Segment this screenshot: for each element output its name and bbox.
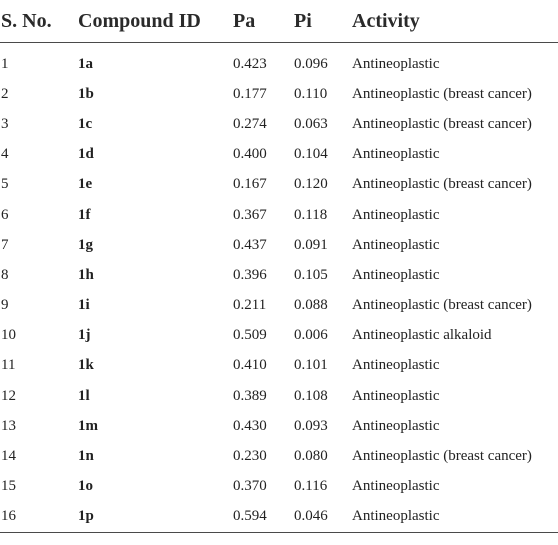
table-row <box>0 109 558 139</box>
cell-pa: 0.211 <box>233 297 267 314</box>
cell-activity: Antineoplastic <box>352 417 440 434</box>
cell-compound-id: 1j <box>78 327 91 344</box>
header-pi: Pi <box>294 0 352 43</box>
cell-pa: 0.437 <box>233 236 267 253</box>
cell-pa: 0.430 <box>233 417 267 434</box>
cell-sno: 2 <box>1 85 9 102</box>
cell-activity: Antineoplastic alkaloid <box>352 327 492 344</box>
cell-pi: 0.101 <box>294 357 328 374</box>
cell-activity: Antineoplastic <box>352 236 440 253</box>
cell-sno: 4 <box>1 146 9 163</box>
table-row <box>0 79 558 109</box>
cell-sno: 1 <box>1 55 9 72</box>
cell-pa: 0.370 <box>233 478 267 495</box>
cell-activity: Antineoplastic <box>352 266 440 283</box>
cell-pi: 0.120 <box>294 176 328 193</box>
cell-pa: 0.400 <box>233 146 267 163</box>
cell-activity: Antineoplastic <box>352 206 440 223</box>
cell-activity: Antineoplastic (breast cancer) <box>352 176 532 193</box>
cell-sno: 7 <box>1 236 9 253</box>
table-row <box>0 321 558 351</box>
table-row <box>0 140 558 170</box>
cell-compound-id: 1d <box>78 146 94 163</box>
table-row <box>0 230 558 260</box>
cell-sno: 5 <box>1 176 9 193</box>
cell-pi: 0.080 <box>294 448 328 465</box>
cell-sno: 11 <box>1 357 16 374</box>
table-row <box>0 43 558 80</box>
table-row <box>0 472 558 502</box>
header-activity: Activity <box>352 0 558 43</box>
table-header <box>0 0 558 43</box>
cell-compound-id: 1f <box>78 206 91 223</box>
cell-compound-id: 1b <box>78 85 94 102</box>
cell-sno: 3 <box>1 115 9 132</box>
cell-pi: 0.105 <box>294 266 328 283</box>
cell-pa: 0.423 <box>233 55 267 72</box>
cell-activity: Antineoplastic <box>352 55 440 72</box>
cell-sno: 9 <box>1 297 9 314</box>
cell-compound-id: 1p <box>78 502 233 533</box>
cell-compound-id: 1g <box>78 236 93 253</box>
cell-pi: 0.091 <box>294 236 328 253</box>
header-sno: S. No. <box>0 0 78 43</box>
cell-sno: 13 <box>1 417 16 434</box>
cell-pi: 0.110 <box>294 85 328 102</box>
cell-compound-id: 1e <box>78 176 93 193</box>
cell-activity: Antineoplastic <box>352 478 440 495</box>
cell-sno: 12 <box>1 387 16 404</box>
cell-activity: Antineoplastic (breast cancer) <box>352 115 532 132</box>
cell-sno: 6 <box>1 206 9 223</box>
cell-pa: 0.177 <box>233 85 267 102</box>
cell-sno: 16 <box>0 502 78 533</box>
cell-compound-id: 1o <box>78 478 93 495</box>
cell-pa: 0.389 <box>233 387 267 404</box>
cell-pa: 0.410 <box>233 357 267 374</box>
cell-sno: 15 <box>1 478 16 495</box>
cell-pi: 0.118 <box>294 206 328 223</box>
cell-pi: 0.108 <box>294 387 328 404</box>
cell-pa: 0.230 <box>233 448 267 465</box>
table-row <box>0 200 558 230</box>
table-row <box>0 260 558 290</box>
cell-compound-id: 1i <box>78 297 90 314</box>
table-row <box>0 502 558 533</box>
cell-pi: 0.063 <box>294 115 328 132</box>
header-pa: Pa <box>233 0 294 43</box>
table-row <box>0 291 558 321</box>
cell-sno: 10 <box>1 327 16 344</box>
cell-pi: 0.116 <box>294 478 328 495</box>
cell-activity: Antineoplastic <box>352 146 440 163</box>
cell-pa: 0.509 <box>233 327 267 344</box>
cell-pi: 0.096 <box>294 55 328 72</box>
cell-activity: Antineoplastic <box>352 502 558 533</box>
table-row <box>0 351 558 381</box>
cell-pa: 0.274 <box>233 115 267 132</box>
cell-pa: 0.167 <box>233 176 267 193</box>
cell-pi: 0.093 <box>294 417 328 434</box>
cell-pi: 0.006 <box>294 327 328 344</box>
cell-sno: 8 <box>1 266 9 283</box>
cell-pi: 0.046 <box>294 502 352 533</box>
cell-compound-id: 1n <box>78 448 94 465</box>
table-row <box>0 170 558 200</box>
cell-pi: 0.088 <box>294 297 328 314</box>
cell-pa: 0.594 <box>233 502 294 533</box>
cell-compound-id: 1h <box>78 266 94 283</box>
cell-compound-id: 1m <box>78 417 98 434</box>
cell-pi: 0.104 <box>294 146 328 163</box>
table-row <box>0 441 558 471</box>
cell-pa: 0.367 <box>233 206 267 223</box>
cell-activity: Antineoplastic <box>352 357 440 374</box>
cell-activity: Antineoplastic (breast cancer) <box>352 448 532 465</box>
table-body <box>0 43 558 533</box>
cell-pa: 0.396 <box>233 266 267 283</box>
cell-activity: Antineoplastic (breast cancer) <box>352 297 532 314</box>
cell-compound-id: 1a <box>78 55 93 72</box>
cell-sno: 14 <box>1 448 16 465</box>
table-row <box>0 411 558 441</box>
cell-compound-id: 1k <box>78 357 94 374</box>
cell-compound-id: 1c <box>78 115 93 132</box>
cell-compound-id: 1l <box>78 387 90 404</box>
header-row <box>0 0 558 43</box>
cell-activity: Antineoplastic (breast cancer) <box>352 85 532 102</box>
cell-activity: Antineoplastic <box>352 387 440 404</box>
header-compound-id: Compound ID <box>78 0 233 43</box>
table-row <box>0 381 558 411</box>
